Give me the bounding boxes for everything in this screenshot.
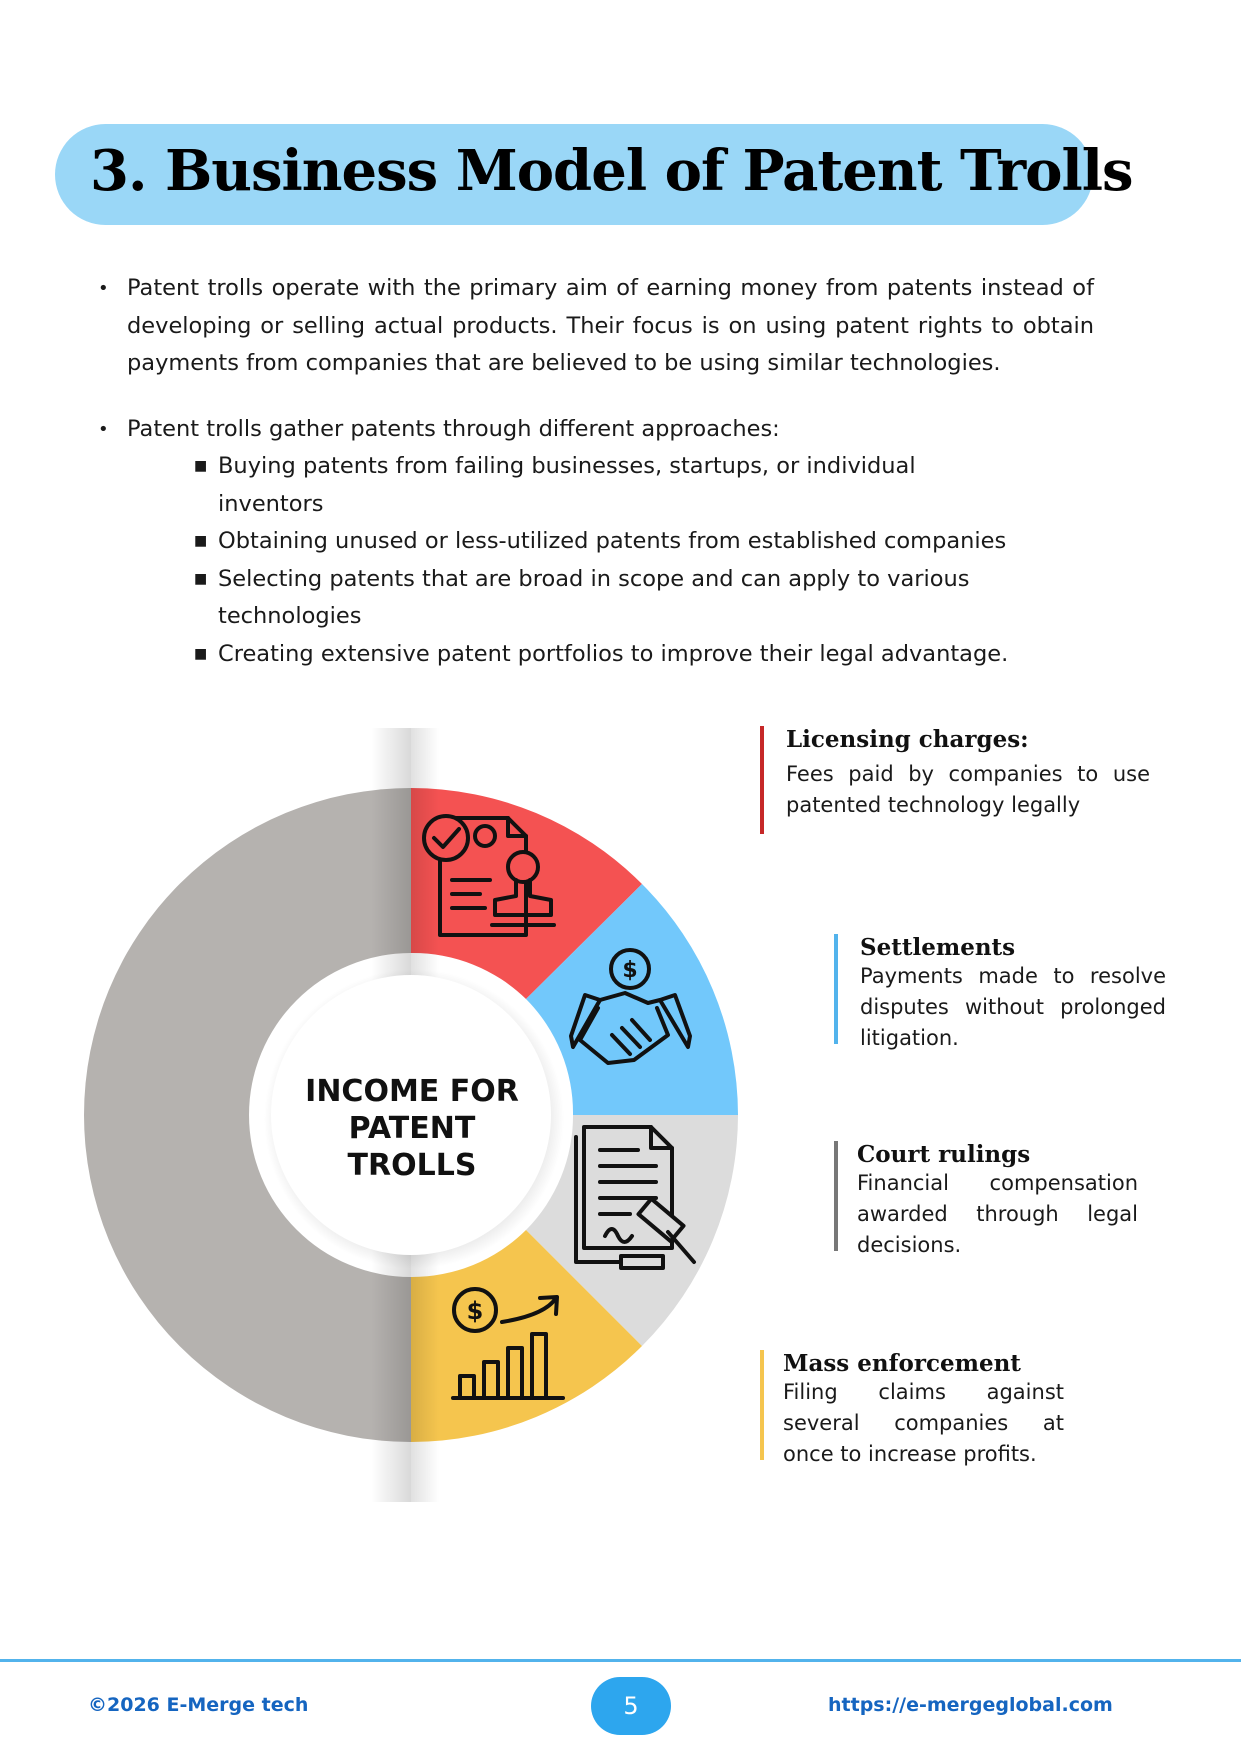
bullet-marker: • bbox=[98, 278, 109, 299]
center-label: INCOME FOR PATENT TROLLS bbox=[305, 1074, 519, 1183]
callout-heading: Settlements bbox=[860, 934, 1016, 961]
page-title: 3. Business Model of Patent Trolls bbox=[90, 138, 1133, 204]
footer-url-link[interactable]: https://e-mergeglobal.com bbox=[828, 1694, 1113, 1716]
svg-text:$: $ bbox=[466, 1297, 484, 1325]
square-bullet-icon: ■ bbox=[194, 570, 208, 587]
list-item: ■ Obtaining unused or less-utilized patents from established companies bbox=[194, 523, 1014, 561]
callout-description: Financial compensation awarded through legal decisions. bbox=[857, 1171, 1138, 1257]
callout-bar bbox=[760, 1350, 764, 1460]
callout-description: Payments made to resolve disputes without prolonged litigation. bbox=[860, 964, 1166, 1050]
footer-divider bbox=[0, 1659, 1241, 1662]
square-bullet-icon: ■ bbox=[194, 533, 208, 549]
callout-bar bbox=[760, 726, 764, 834]
callout-licensing bbox=[760, 726, 1150, 834]
callout-mass-enforcement bbox=[760, 1350, 1064, 1466]
callout-heading: Licensing charges: bbox=[786, 726, 1029, 753]
intro-paragraph-1: Patent trolls operate with the primary aim of earning money from patents instead of developing or selling actual products. Their focus is on using patent rights to obtain payments from companies that are believed to be using similar technologies. bbox=[127, 275, 1094, 376]
page-number-badge: 5 bbox=[591, 1677, 671, 1735]
callout-heading: Mass enforcement bbox=[783, 1350, 1021, 1377]
bullet-marker: • bbox=[98, 418, 109, 440]
callout-court bbox=[834, 1141, 1138, 1257]
list-item: ■ Buying patents from failing businesses, startups, or individual inventors bbox=[194, 448, 1014, 523]
svg-text:$: $ bbox=[622, 958, 638, 983]
callout-settlements bbox=[834, 934, 1166, 1050]
callout-bar bbox=[834, 934, 838, 1044]
intro-paragraph-2: Patent trolls gather patents through different approaches: bbox=[127, 415, 780, 442]
list-item: ■ Selecting patents that are broad in scope and can apply to various technologies bbox=[194, 561, 1014, 636]
square-bullet-icon: ■ bbox=[194, 645, 208, 662]
callout-description: Fees paid by companies to use patented technology legally bbox=[786, 762, 1150, 817]
footer-copyright: ©2026 E-Merge tech bbox=[88, 1694, 309, 1716]
callout-description: Filing claims against several companies at once to increase profits. bbox=[783, 1380, 1064, 1466]
square-bullet-icon: ■ bbox=[194, 458, 208, 474]
callout-bar bbox=[834, 1141, 838, 1251]
callout-heading: Court rulings bbox=[857, 1141, 1031, 1168]
list-item: ■ Creating extensive patent portfolios to improve their legal advantage. bbox=[194, 636, 1014, 674]
